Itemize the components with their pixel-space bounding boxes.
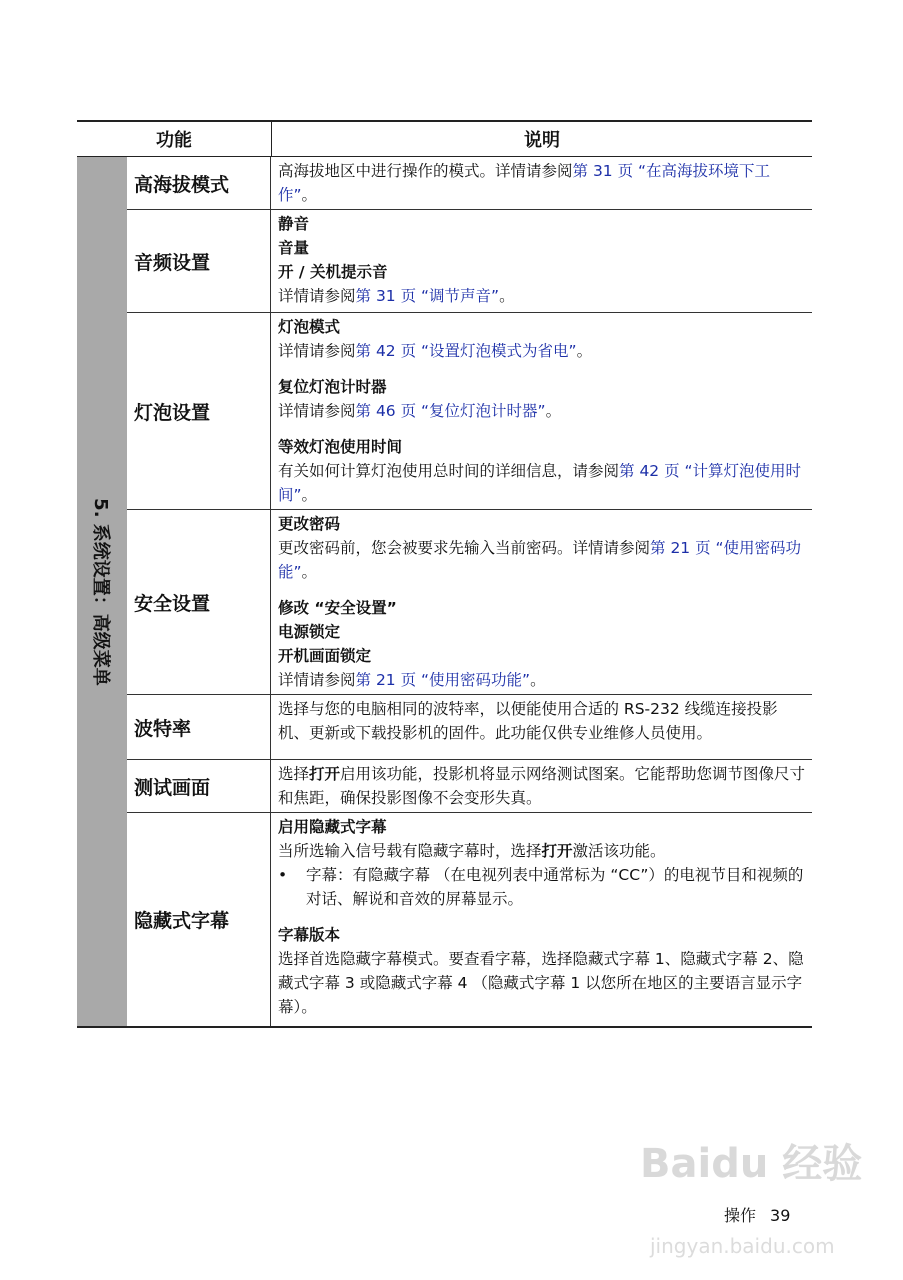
description-text: 字幕：有隐藏字幕 （在电视列表中通常标为 “CC”）的电视节目和视频的对话、解说和音效的屏幕显示。 [306,866,804,908]
baidu-watermark: Baidu 经验 [640,1141,863,1187]
description-paragraph [278,315,806,339]
section-label-text: 5. 系统设置：高级菜单 [90,497,111,686]
bold-term: 等效灯泡使用时间 [278,438,403,456]
description-paragraph [278,815,806,839]
description-paragraph [278,644,806,668]
description-text: 。 [576,342,593,360]
page-reference-link[interactable]: 第 31 页 “调节声音” [355,287,500,305]
function-name: 安全设置 [127,510,271,694]
table-row [127,813,812,1026]
bold-term: 启用隐藏式字幕 [278,818,387,836]
description-paragraph [278,260,806,284]
function-name: 音频设置 [127,210,271,312]
description-paragraph [278,620,806,644]
header-description: 说明 [524,130,560,151]
description-text: 。 [301,563,318,581]
table-row [127,760,812,813]
function-description [271,157,812,209]
bold-term: 复位灯泡计时器 [278,378,387,396]
description-paragraph [278,435,806,459]
description-paragraph [278,459,806,507]
description-paragraph [278,512,806,536]
page-reference-link[interactable]: 第 21 页 “使用密码功能” [355,671,531,689]
description-paragraph [278,947,806,1019]
description-paragraph [278,399,806,423]
page-reference-link[interactable]: 第 21 页 “使用密码功能” [278,539,802,581]
description-text: 选择首选隐藏字幕模式。要查看字幕，选择隐藏式字幕 1、隐藏式字幕 2、隐藏式字幕 3 或隐藏式字幕 4 （隐藏式字幕 1 以您所在地区的主要语言显示字幕）。 [278,950,804,1016]
function-description [271,760,812,812]
description-paragraph [278,596,806,620]
page-reference-link[interactable]: 第 31 页 “在高海拔环境下工作” [278,162,771,204]
description-text: 有关如何计算灯泡使用总时间的详细信息，请参阅 [278,462,620,480]
description-text: 。 [530,671,546,689]
description-text: 启用该功能，投影机将显示网络测试图案。它能帮助您调节图像尺寸和焦距，确保投影图像不会变形失真。 [278,765,806,807]
description-paragraph [278,923,806,947]
table-row [127,510,812,695]
description-paragraph [278,212,806,236]
description-paragraph [278,839,806,863]
table-row [127,210,812,313]
footer-section: 操作 [724,1206,757,1225]
description-paragraph [278,339,806,363]
section-side-label [77,157,127,1026]
table-row [127,695,812,760]
description-paragraph [278,375,806,399]
bold-term: 灯泡模式 [278,318,341,336]
page-footer [724,1206,804,1226]
description-paragraph [278,536,806,584]
description-paragraph [278,236,806,260]
function-description [271,813,812,1026]
bold-term: 电源锁定 [278,623,341,641]
description-text: 。 [499,287,515,305]
description-paragraph [278,762,806,810]
function-description [271,210,812,312]
bold-term: 开机画面锁定 [278,647,372,665]
description-paragraph [278,668,806,692]
function-description [271,695,812,759]
table-row [127,313,812,510]
bullet-icon: • [278,866,288,884]
description-text: 详情请参阅 [278,287,356,305]
bold-term: 更改密码 [278,515,341,533]
function-description [271,313,812,509]
description-paragraph [278,159,806,207]
description-text: 激活该功能。 [572,842,666,860]
description-text: 选择与您的电脑相同的波特率，以便能使用合适的 RS-232 线缆连接投影机、更新或下载投影机的固件。此功能仅供专业维修人员使用。 [278,700,778,742]
description-paragraph [278,863,806,911]
function-description [271,510,812,694]
page-reference-link[interactable]: 第 42 页 “计算灯泡使用时间” [278,462,802,504]
page-number: 39 [770,1206,791,1225]
bold-term: 静音 [278,215,310,233]
function-name: 隐藏式字幕 [127,813,271,1026]
description-text: 更改密码前，您会被要求先输入当前密码。详情请参阅 [278,539,651,557]
description-text: 选择 [278,765,310,783]
description-paragraph [278,697,806,745]
settings-table [77,120,812,1028]
page-reference-link[interactable]: 第 42 页 “设置灯泡模式为省电” [355,342,577,360]
page-reference-link[interactable]: 第 46 页 “复位灯泡计时器” [355,402,546,420]
function-name: 高海拔模式 [127,157,271,209]
description-paragraph [278,284,806,308]
bold-term: 字幕版本 [278,926,341,944]
header-function: 功能 [77,122,272,156]
bold-term: 音量 [278,239,310,257]
function-name: 灯泡设置 [127,313,271,509]
bold-term: 修改 “安全设置” [278,599,397,617]
description-text: 。 [301,486,318,504]
bold-term: 打开 [309,765,341,783]
description-text: 高海拔地区中进行操作的模式。详情请参阅 [278,162,573,180]
function-name: 波特率 [127,695,271,759]
description-text: 详情请参阅 [278,342,356,360]
description-text: 详情请参阅 [278,402,356,420]
bold-term: 开 / 关机提示音 [278,263,388,281]
watermark-url: jingyan.baidu.com [650,1234,835,1258]
table-header [77,120,812,157]
description-text: 。 [301,186,318,204]
description-text: 当所选输入信号载有隐藏字幕时，选择 [278,842,542,860]
function-name: 测试画面 [127,760,271,812]
table-row [127,157,812,210]
description-text: 。 [545,402,562,420]
bold-term: 打开 [541,842,573,860]
description-text: 详情请参阅 [278,671,356,689]
